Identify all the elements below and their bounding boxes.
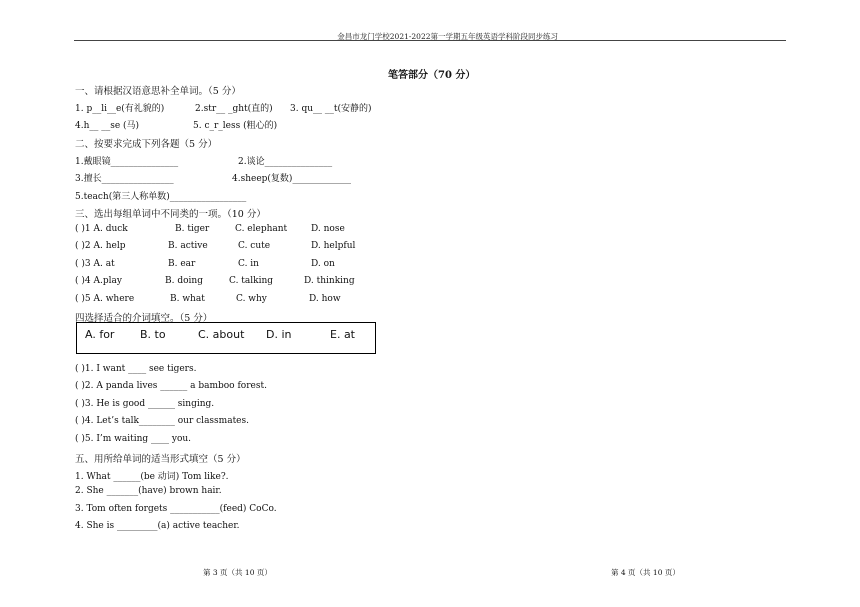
- s2-question-3: 3.擅长________________: [75, 174, 174, 184]
- section-3-heading: 三、选出每组单词中不同类的一项。（10 分）: [75, 209, 266, 220]
- s3-row-2-option-c: C. cute: [238, 241, 271, 251]
- s4-question-3: ( )3. He is good ______ singing.: [75, 399, 215, 409]
- s3-row-2-option-a: ( )2 A. help: [75, 241, 126, 251]
- s3-row-5-option-d: D. how: [309, 294, 341, 304]
- section-4-heading: 四选择适合的介词填空。（5 分）: [75, 313, 213, 324]
- s3-row-5-option-a: ( )5 A. where: [75, 294, 135, 304]
- s1-question-3: 3. qu__ __t(安静的): [290, 104, 372, 114]
- s3-row-3-option-a: ( )3 A. at: [75, 259, 115, 269]
- s3-row-4-option-c: C. talking: [229, 276, 274, 286]
- s3-row-2-option-d: D. helpful: [311, 241, 356, 251]
- s3-row-3-option-d: D. on: [311, 259, 335, 269]
- section-5-heading: 五、用所给单词的适当形式填空（5 分）: [75, 454, 246, 465]
- s4-question-1: ( )1. I want ____ see tigers.: [75, 364, 197, 374]
- s2-question-4: 4.sheep(复数)_____________: [232, 174, 351, 184]
- section-1-heading: 一、请根据汉语意思补全单词。（5 分）: [75, 86, 241, 97]
- s3-row-4-option-b: B. doing: [165, 276, 203, 286]
- s5-question-3: 3. Tom often forgets ___________(feed) CoCo.: [75, 504, 277, 514]
- s3-row-2-option-b: B. active: [168, 241, 208, 251]
- s2-question-5: 5.teach(第三人称单数)_________________: [75, 192, 247, 202]
- s3-row-1-option-d: D. nose: [311, 224, 345, 234]
- s1-question-4: 4.h__ __se (马): [75, 121, 140, 131]
- s4-question-5: ( )5. I’m waiting ____ you.: [75, 434, 192, 444]
- s1-question-5: 5. c_r_less (粗心的): [193, 121, 278, 131]
- preposition-option-d: D. in: [266, 328, 292, 341]
- preposition-option-b: B. to: [140, 328, 166, 341]
- preposition-option-a: A. for: [85, 328, 115, 341]
- s3-row-1-option-a: ( )1 A. duck: [75, 224, 128, 234]
- s2-question-2: 2.谈论_______________: [238, 157, 333, 167]
- s3-row-3-option-c: C. in: [238, 259, 259, 269]
- s1-question-1: 1. p__li__e(有礼貌的): [75, 104, 165, 114]
- s3-row-5-option-c: C. why: [236, 294, 267, 304]
- s4-question-2: ( )2. A panda lives ______ a bamboo forest.: [75, 381, 267, 391]
- preposition-option-e: E. at: [330, 328, 355, 341]
- s2-question-1: 1.戴眼镜_______________: [75, 157, 179, 167]
- s5-question-1: 1. What ______(be 动词) Tom like?.: [75, 472, 229, 482]
- s3-row-1-option-c: C. elephant: [235, 224, 288, 234]
- preposition-option-c: C. about: [198, 328, 245, 341]
- s3-row-4-option-d: D. thinking: [304, 276, 355, 286]
- s3-row-5-option-b: B. what: [170, 294, 205, 304]
- section-2-heading: 二、按要求完成下列各题（5 分）: [75, 139, 218, 150]
- s3-row-4-option-a: ( )4 A.play: [75, 276, 122, 286]
- page-footer-left: 第 3 页（共 10 页）: [203, 568, 272, 577]
- section-title: 笔答部分（70 分）: [388, 70, 476, 81]
- page-header: 金昌市龙门学校2021-2022第一学期五年级英语学科阶段同步练习: [337, 32, 558, 41]
- s3-row-1-option-b: B. tiger: [175, 224, 210, 234]
- s5-question-2: 2. She _______(have) brown hair.: [75, 486, 222, 496]
- header-rule: [74, 40, 786, 41]
- s1-question-2: 2.str__ _ght(直的): [195, 104, 273, 114]
- s5-question-4: 4. She is _________(a) active teacher.: [75, 521, 240, 531]
- s3-row-3-option-b: B. ear: [168, 259, 196, 269]
- page-footer-right: 第 4 页（共 10 页）: [611, 568, 680, 577]
- s4-question-4: ( )4. Let’s talk________ our classmates.: [75, 416, 249, 426]
